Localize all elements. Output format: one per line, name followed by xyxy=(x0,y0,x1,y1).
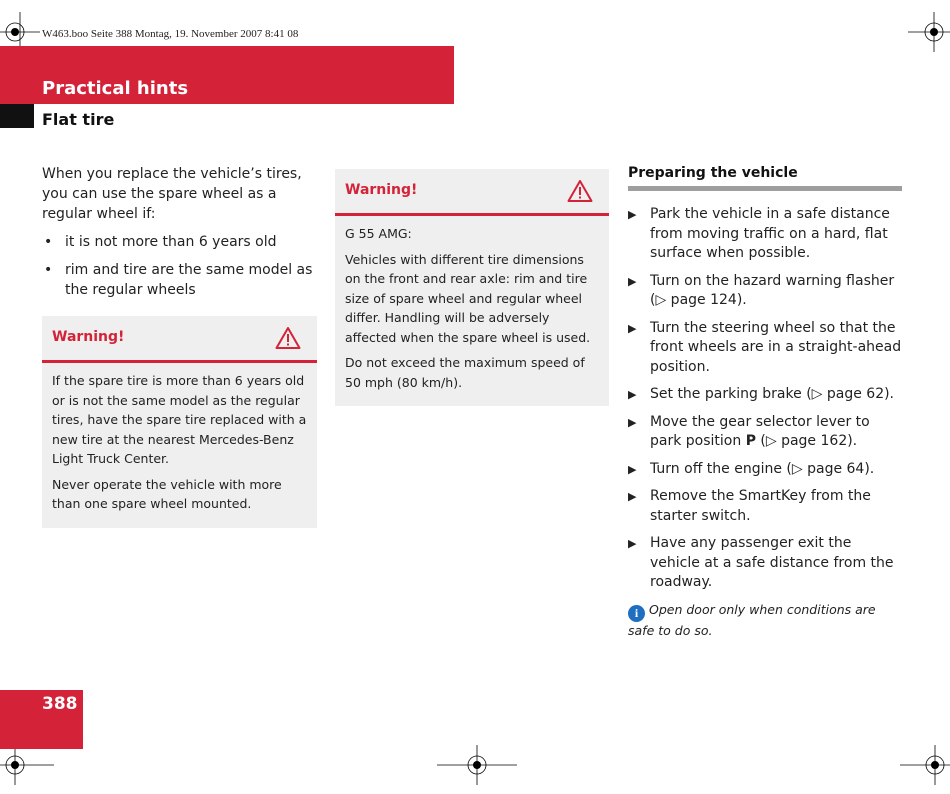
arrow-right-icon: ▶ xyxy=(628,321,637,335)
intro-paragraph: When you replace the vehicle’s tires, you can use the spare wheel as a regular wheel if: xyxy=(42,166,302,222)
list-item: ▶ Remove the SmartKey from the starter switch. xyxy=(628,488,871,524)
list-item: ▶ Turn on the hazard warning flasher (▷ page 124). xyxy=(628,272,895,308)
warning-triangle-icon xyxy=(567,179,593,203)
registration-mark-icon xyxy=(900,745,950,785)
info-note-text: Open door only when conditions are safe to do so. xyxy=(628,601,876,638)
registration-mark-icon xyxy=(0,745,54,785)
page-number: 388 xyxy=(42,694,78,714)
right-column xyxy=(628,165,902,639)
list-item: • rim and tire are the same model as the regular wheels xyxy=(44,262,313,298)
warning-body xyxy=(42,363,317,528)
procedure-steps xyxy=(628,205,902,593)
procedure-title: Preparing the vehicle xyxy=(628,165,902,191)
warning-box xyxy=(335,169,609,406)
warning-paragraph: Never operate the vehicle with more than one spare wheel mounted. xyxy=(52,476,282,511)
registration-mark-icon xyxy=(908,12,950,52)
arrow-right-icon: ▶ xyxy=(628,462,637,476)
warning-paragraph: Vehicles with different tire dimensions on the front and rear axle: rim and tire size of spare wheel and regular wheel differ. Handling will be adversely affected when the spare wheel is used. xyxy=(345,251,591,345)
warning-paragraph: Do not exceed the maximum speed of 50 mph (80 km/h). xyxy=(345,355,585,390)
middle-column xyxy=(335,169,609,406)
warning-body xyxy=(335,216,609,406)
bullet-icon: • xyxy=(44,234,53,250)
warning-paragraph: If the spare tire is more than 6 years old or is not the same model as the regular tires, have the spare tire replaced with a new tire at the nearest Mercedes-Benz Light Truck Center. xyxy=(52,373,307,466)
arrow-right-icon: ▶ xyxy=(628,537,637,550)
warning-paragraph: G 55 AMG: xyxy=(345,226,412,241)
arrow-right-icon: ▶ xyxy=(628,208,637,221)
list-item: ▶ Set the parking brake (▷ page 62). xyxy=(628,385,902,405)
condition-list xyxy=(42,232,317,300)
bullet-icon: • xyxy=(44,262,53,278)
page-title: Flat tire xyxy=(42,110,115,129)
arrow-right-icon: ▶ xyxy=(628,274,637,288)
registration-mark-icon xyxy=(437,745,517,785)
list-item: ▶ Park the vehicle in a safe distance from moving traffic on a hard, flat surface when possible. xyxy=(628,206,890,261)
subsection-marker xyxy=(0,104,34,128)
warning-header xyxy=(42,316,317,363)
gear-position-label: P xyxy=(745,433,756,449)
list-item: ▶ Turn the steering wheel so that the front wheels are in a straight-ahead position. xyxy=(628,319,902,375)
warning-box xyxy=(42,316,317,528)
left-column xyxy=(42,164,317,528)
info-note xyxy=(628,601,902,639)
warning-triangle-icon xyxy=(275,326,301,350)
list-item: • it is not more than 6 years old xyxy=(44,234,277,250)
arrow-right-icon: ▶ xyxy=(628,388,637,401)
arrow-right-icon: ▶ xyxy=(628,415,637,429)
list-item: ▶ Turn off the engine (▷ page 64). xyxy=(628,460,902,480)
warning-title: Warning! xyxy=(345,182,418,198)
info-icon: i xyxy=(628,605,645,622)
print-meta-line: W463.boo Seite 388 Montag, 19. November 2007 8:41 08 xyxy=(42,28,299,40)
arrow-right-icon: ▶ xyxy=(628,490,637,503)
warning-header xyxy=(335,169,609,216)
list-item: ▶ Have any passenger exit the vehicle at a safe distance from the roadway. xyxy=(628,535,894,590)
list-item: ▶ Move the gear selector lever to park position P (▷ page 162). xyxy=(628,413,870,449)
warning-title: Warning! xyxy=(52,329,125,345)
section-title: Practical hints xyxy=(42,78,189,99)
